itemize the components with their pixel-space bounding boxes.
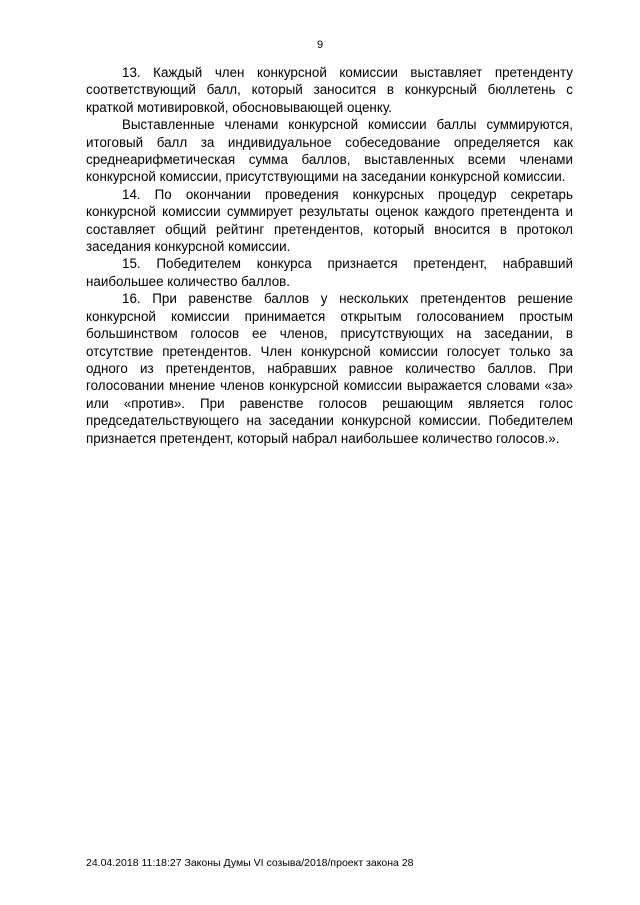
document-body [86, 64, 573, 447]
paragraph-14: 14. По окончании проведения конкурсных процедур секретарь конкурсной комиссии суммирует результаты оценок каждого претендента и составляет общий рейтинг претендентов, который вносится в протокол заседания конкурсной комиссии. [86, 186, 573, 255]
paragraph-15: 15. Победителем конкурса признается претендент, набравший наибольшее количество баллов. [86, 256, 573, 289]
paragraph-16: 16. При равенстве баллов у нескольких претендентов решение конкурсной комиссии принимается открытым голосованием простым большинством голосов ее членов, присутствующих на заседании, в отсутствие претендентов. Член конкурсной комиссии голосует только за одного из претендентов, набравших равное количество баллов. При голосовании мнение членов конкурсной комиссии выражается словами «за» или «против». При равенстве голосов решающим является голос председательствующего на заседании конкурсной комиссии. Победителем признается претендент, который набрал наибольшее количество голосов.». [86, 291, 573, 446]
document-footer: 24.04.2018 11:18:27 Законы Думы VI созыва/2018/проект закона 28 [86, 857, 414, 869]
paragraph-13-continued: Выставленные членами конкурсной комиссии баллы суммируются, итоговый балл за индивидуальное собеседование определяется как среднеарифметическая сумма баллов, выставленных всеми членами конкурсной комиссии, присутствующими на заседании конкурсной комиссии. [86, 117, 573, 185]
paragraph-13: 13. Каждый член конкурсной комиссии выставляет претенденту соответствующий балл, который заносится в конкурсный бюллетень с краткой мотивировкой, обосновывающей оценку. [86, 65, 573, 115]
page-number: 9 [316, 39, 324, 51]
